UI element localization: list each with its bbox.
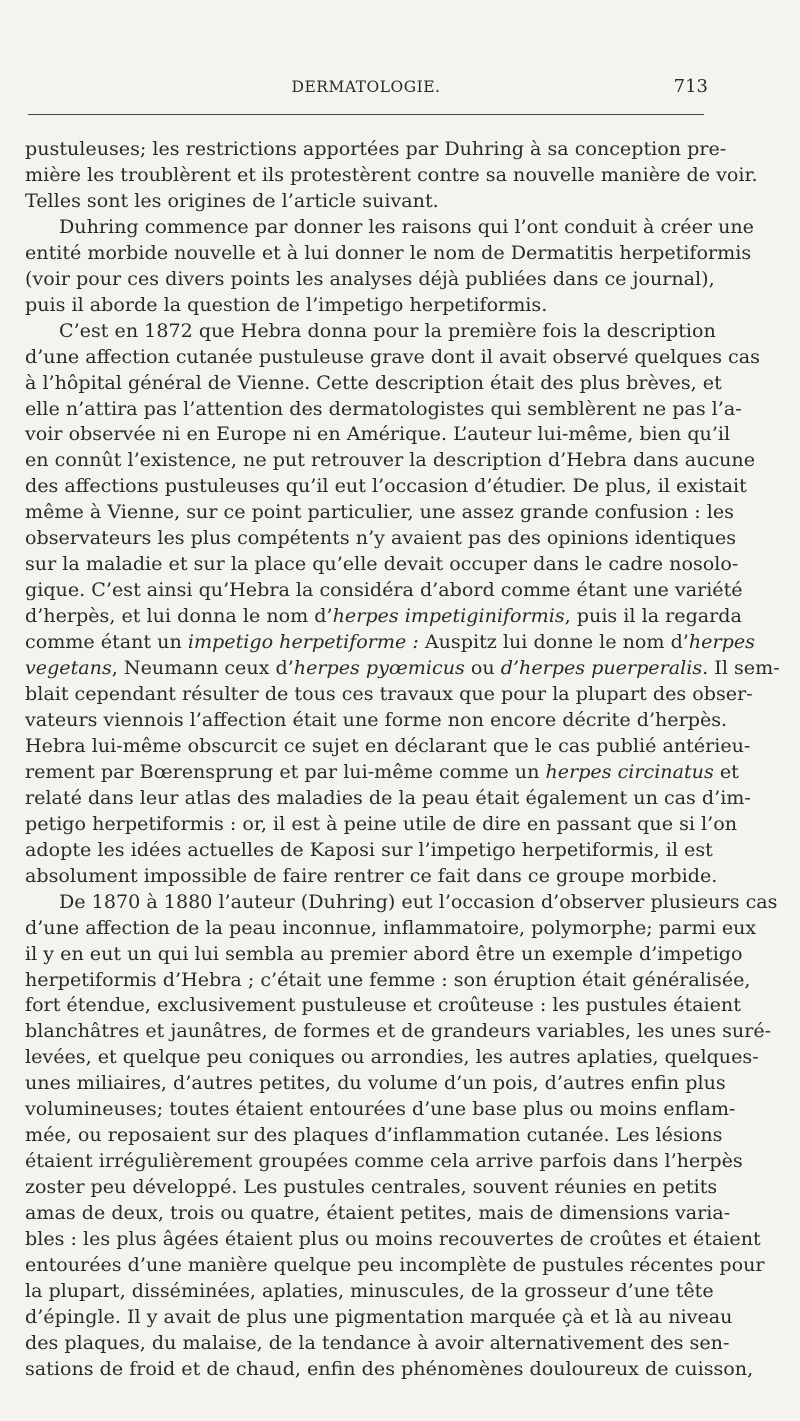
text-line [25, 1044, 759, 1070]
text-run: rement par Bœrensprung et par lui-même comme un [25, 759, 546, 783]
text-line [25, 681, 753, 707]
text-run: pustuleuses; les restrictions apportées par Duhring à sa conception pre- [25, 137, 727, 160]
text-run: et [713, 759, 739, 783]
text-line [25, 941, 743, 967]
text-line [25, 992, 741, 1018]
text-run: herpetiformis d’Hebra ; c’était une femme : son éruption était généralisée, [25, 967, 751, 991]
text-run: mière les troublèrent et ils protestèrent contre sa nouvelle manière de voir. [25, 162, 758, 186]
page-number: 713 [673, 76, 708, 97]
text-line [25, 1174, 718, 1200]
text-line [25, 318, 716, 344]
text-run: Hebra lui-même obscurcit ce sujet en déclarant que le cas publié antérieu- [25, 733, 751, 757]
text-run: , Neumann ceux d’ [111, 656, 294, 680]
running-title: DERMATOLOGIE. [291, 78, 441, 96]
header-rule [28, 114, 704, 115]
text-run: , puis il la regarda [564, 604, 742, 628]
text-run: entourées d’une manière quelque peu incomplète de pustules récentes pour [25, 1252, 765, 1276]
text-line [25, 1330, 730, 1356]
text-line [25, 967, 751, 993]
text-line [25, 1278, 714, 1304]
text-run: volumineuses; toutes étaient entourées d’une base plus ou moins enflam- [25, 1097, 736, 1121]
text-line [25, 266, 715, 292]
text-run: Telles sont les origines de l’article suivant. [25, 188, 439, 212]
text-line [25, 214, 754, 240]
text-run: d’épingle. Il y avait de plus une pigmentation marquée çà et là au niveau [25, 1304, 733, 1328]
text-line [25, 1122, 723, 1148]
text-line [25, 525, 737, 551]
text-line [25, 811, 738, 837]
text-run: adopte les idées actuelles de Kaposi sur l’impetigo herpetiformis, il est [25, 837, 713, 861]
text-line [25, 162, 758, 188]
text-line [25, 577, 743, 603]
text-run: gique. C’est ainsi qu’Hebra la considéra d’abord comme étant une variété [25, 578, 743, 602]
text-line [25, 1070, 726, 1096]
text-line [25, 785, 751, 811]
text-line [25, 1226, 761, 1252]
text-line [25, 473, 747, 499]
text-run: des plaques, du malaise, de la tendance à avoir alternativement des sen- [25, 1330, 730, 1354]
text-line [25, 629, 755, 655]
text-run: (voir pour ces divers points les analyses déjà publiées dans ce journal), [25, 266, 715, 290]
italic-text: herpes [688, 630, 755, 654]
text-line [25, 1148, 743, 1174]
text-line [25, 889, 778, 915]
text-run: entité morbide nouvelle et à lui donner le nom de Dermatitis herpetiformis [25, 240, 752, 264]
text-run: même à Vienne, sur ce point particulier, une assez grande confusion : les [25, 500, 734, 524]
page-header [28, 76, 708, 104]
text-line [25, 344, 760, 370]
text-run: observateurs les plus compétents n’y avaient pas des opinions identiques [25, 526, 737, 550]
text-line [25, 136, 727, 162]
text-run: en connût l’existence, ne put retrouver la description d’Hebra dans aucune [25, 448, 756, 472]
text-run: blanchâtres et jaunâtres, de formes et de grandeurs variables, les unes suré- [25, 1019, 772, 1043]
text-line [25, 292, 708, 318]
text-line [25, 1200, 731, 1226]
text-run: Duhring commence par donner les raisons qui l’ont conduit à créer une [59, 214, 754, 238]
italic-text: d’herpes puerperalis [500, 656, 703, 680]
text-run: d’herpès, et lui donna le nom d’ [25, 604, 333, 628]
text-run: fort étendue, exclusivement pustuleuse et croûteuse : les pustules étaient [25, 993, 741, 1017]
text-run: absolument impossible de faire rentrer ce fait dans ce groupe morbide. [25, 863, 718, 887]
text-run: étaient irrégulièrement groupées comme cela arrive parfois dans l’herpès [25, 1149, 743, 1173]
text-run: bles : les plus âgées étaient plus ou moins recouvertes de croûtes et étaient [25, 1227, 761, 1251]
text-run: blait cependant résulter de tous ces travaux que pour la plupart des obser- [25, 682, 753, 706]
italic-text: herpes pyœmicus [293, 656, 465, 680]
text-run: relaté dans leur atlas des maladies de la peau était également un cas d’im- [25, 785, 751, 809]
text-run: comme étant un [25, 630, 188, 654]
text-run: sations de froid et de chaud, enfin des phénomènes douloureux de cuisson, [25, 1356, 754, 1380]
text-run: à l’hôpital général de Vienne. Cette description était des plus brèves, et [25, 370, 722, 394]
text-run: vateurs viennois l’affection était une forme non encore décrite d’herpès. [25, 707, 728, 731]
text-line [25, 396, 742, 422]
text-line [25, 915, 757, 941]
text-run: De 1870 à 1880 l’auteur (Duhring) eut l’occasion d’observer plusieurs cas [59, 889, 778, 913]
text-run: petigo herpetiformis : or, il est à peine utile de dire en passant que si l’on [25, 811, 738, 835]
text-run: voir observée ni en Europe ni en Amérique. L’auteur lui-même, bien qu’il [25, 422, 731, 446]
italic-text: herpes circinatus [545, 759, 714, 783]
text-line [25, 447, 756, 473]
text-line [25, 551, 739, 577]
text-line [25, 1252, 765, 1278]
text-line [25, 421, 731, 447]
text-run: il y en eut un qui lui sembla au premier abord être un exemple d’impetigo [25, 941, 743, 965]
text-run: mée, ou reposaient sur des plaques d’inflammation cutanée. Les lésions [25, 1123, 723, 1147]
body-text [25, 136, 780, 1382]
text-run: Auspitz lui donne le nom d’ [418, 630, 689, 654]
text-line [25, 863, 718, 889]
text-run: d’une affection de la peau inconnue, inflammatoire, polymorphe; parmi eux [25, 915, 757, 939]
text-line [25, 733, 751, 759]
text-line [25, 1356, 754, 1382]
text-run: elle n’attira pas l’attention des dermatologistes qui semblèrent ne pas l’a- [25, 396, 742, 420]
text-line [25, 837, 713, 863]
text-run: d’une affection cutanée pustuleuse grave dont il avait observé quelques cas [25, 344, 760, 368]
text-run: ou [464, 656, 501, 680]
text-run: C’est en 1872 que Hebra donna pour la première fois la description [59, 318, 716, 342]
text-line [25, 1304, 733, 1330]
text-line [25, 188, 708, 214]
text-line [25, 707, 728, 733]
text-run: puis il aborde la question de l’impetigo herpetiformis. [25, 292, 548, 316]
text-run: la plupart, disséminées, aplaties, minuscules, de la grosseur d’une tête [25, 1278, 714, 1302]
italic-text: vegetans [25, 656, 112, 680]
text-line [25, 499, 734, 525]
text-line [25, 655, 780, 681]
text-line [25, 603, 742, 629]
text-line [25, 240, 752, 266]
text-line [25, 1096, 736, 1122]
text-line [25, 370, 722, 396]
text-run: . Il sem- [702, 656, 780, 680]
text-line [25, 1018, 772, 1044]
text-run: levées, et quelque peu coniques ou arrondies, les autres aplaties, quelques- [25, 1045, 759, 1069]
italic-text: herpes impetiginiformis [332, 604, 565, 628]
text-line [25, 759, 739, 785]
text-run: des affections pustuleuses qu’il eut l’occasion d’étudier. De plus, il existait [25, 474, 747, 498]
text-run: sur la maladie et sur la place qu’elle devait occuper dans le cadre nosolo- [25, 552, 739, 576]
text-run: amas de deux, trois ou quatre, étaient petites, mais de dimensions varia- [25, 1201, 731, 1225]
text-run: zoster peu développé. Les pustules centrales, souvent réunies en petits [25, 1175, 718, 1199]
italic-text: impetigo herpetiforme : [187, 630, 419, 654]
text-run: unes miliaires, d’autres petites, du volume d’un pois, d’autres enfin plus [25, 1071, 726, 1095]
